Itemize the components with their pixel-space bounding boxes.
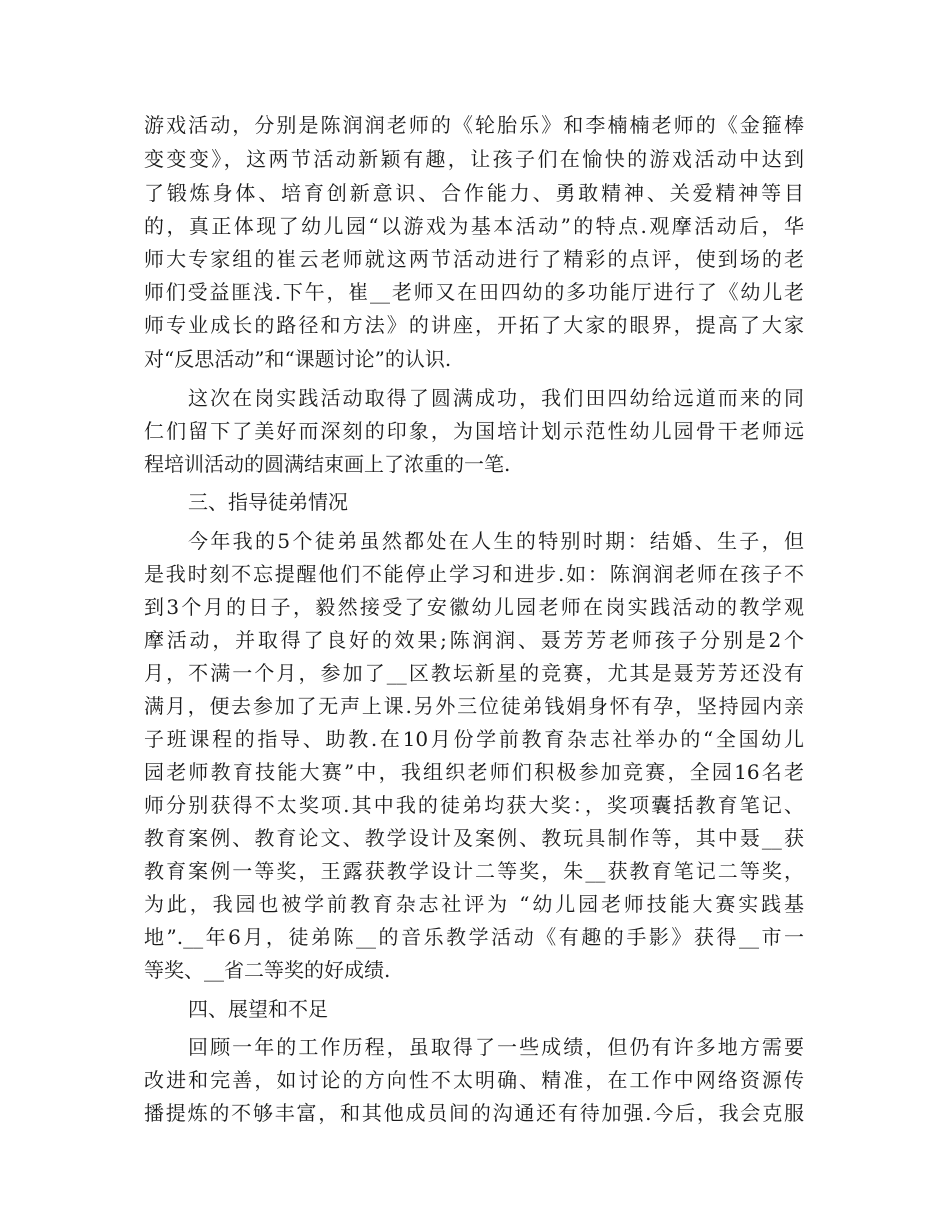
text-line: 教育案例、教育论文、教学设计及案例、教玩具制作等，其中聂__获	[144, 826, 804, 850]
text-line: 师分别获得不太奖项.其中我的徒弟均获大奖：，奖项囊括教育笔记、	[144, 793, 804, 817]
text-line: 到3个月的日子，毅然接受了安徽幼儿园老师在岗实践活动的教学观	[144, 595, 804, 619]
text-line: 师大专家组的崔云老师就这两节活动进行了精彩的点评，使到场的老	[144, 247, 804, 271]
text-line: 满月，便去参加了无声上课.另外三位徒弟钱娟身怀有孕，坚持园内亲	[144, 694, 804, 718]
text-line: 回顾一年的工作历程，虽取得了一些成绩，但仍有许多地方需要	[188, 1035, 804, 1059]
text-line: 师专业成长的路径和方法》的讲座，开拓了大家的眼界，提高了大家	[144, 313, 804, 337]
text-line: 播提炼的不够丰富，和其他成员间的沟通还有待加强.今后，我会克服	[144, 1101, 804, 1125]
text-line: 月，不满一个月，参加了__区教坛新星的竞赛，尤其是聂芳芳还没有	[144, 661, 804, 685]
text-line: 子班课程的指导、助教.在10月份学前教育杂志社举办的“全国幼儿	[144, 727, 804, 751]
text-line: 对“反思活动”和“课题讨论”的认识.	[144, 347, 452, 371]
text-line: 园老师教育技能大赛”中，我组织老师们积极参加竞赛，全园16名老	[144, 760, 804, 784]
section-heading: 三、指导徒弟情况	[188, 490, 348, 514]
text-line: 等奖、__省二等奖的好成绩.	[144, 958, 391, 982]
text-line: 是我时刻不忘提醒他们不能停止学习和进步.如：陈润润老师在孩子不	[144, 562, 804, 586]
text-line: 程培训活动的圆满结束画上了浓重的一笔.	[144, 452, 511, 476]
section-heading: 四、展望和不足	[188, 997, 328, 1021]
text-line: 的，真正体现了幼儿园“以游戏为基本活动”的特点.观摩活动后，华	[144, 214, 804, 238]
text-line: 地”.__年6月，徒弟陈__的音乐教学活动《有趣的手影》获得__市一	[144, 925, 804, 949]
text-line: 这次在岗实践活动取得了圆满成功，我们田四幼给远道而来的同	[188, 386, 804, 410]
text-line: 今年我的5个徒弟虽然都处在人生的特别时期：结婚、生子，但	[188, 529, 804, 553]
text-line: 师们受益匪浅.下午，崔__老师又在田四幼的多功能厅进行了《幼儿老	[144, 280, 804, 304]
text-line: 摩活动，并取得了良好的效果;陈润润、聂芳芳老师孩子分别是2个	[144, 628, 804, 652]
text-line: 变变变》，这两节活动新颖有趣，让孩子们在愉快的游戏活动中达到	[144, 147, 804, 171]
text-line: 教育案例一等奖，王露获教学设计二等奖，朱__获教育笔记二等奖，	[144, 859, 804, 883]
text-line: 了锻炼身体、培育创新意识、合作能力、勇敢精神、关爱精神等目	[144, 181, 804, 205]
text-line: 改进和完善，如讨论的方向性不太明确、精准，在工作中网络资源传	[144, 1068, 804, 1092]
text-line: 为此，我园也被学前教育杂志社评为 “幼儿园老师技能大赛实践基	[144, 892, 804, 916]
text-line: 仁们留下了美好而深刻的印象，为国培计划示范性幼儿园骨干老师远	[144, 419, 804, 443]
text-line: 游戏活动，分别是陈润润老师的《轮胎乐》和李楠楠老师的《金箍棒	[144, 113, 804, 137]
